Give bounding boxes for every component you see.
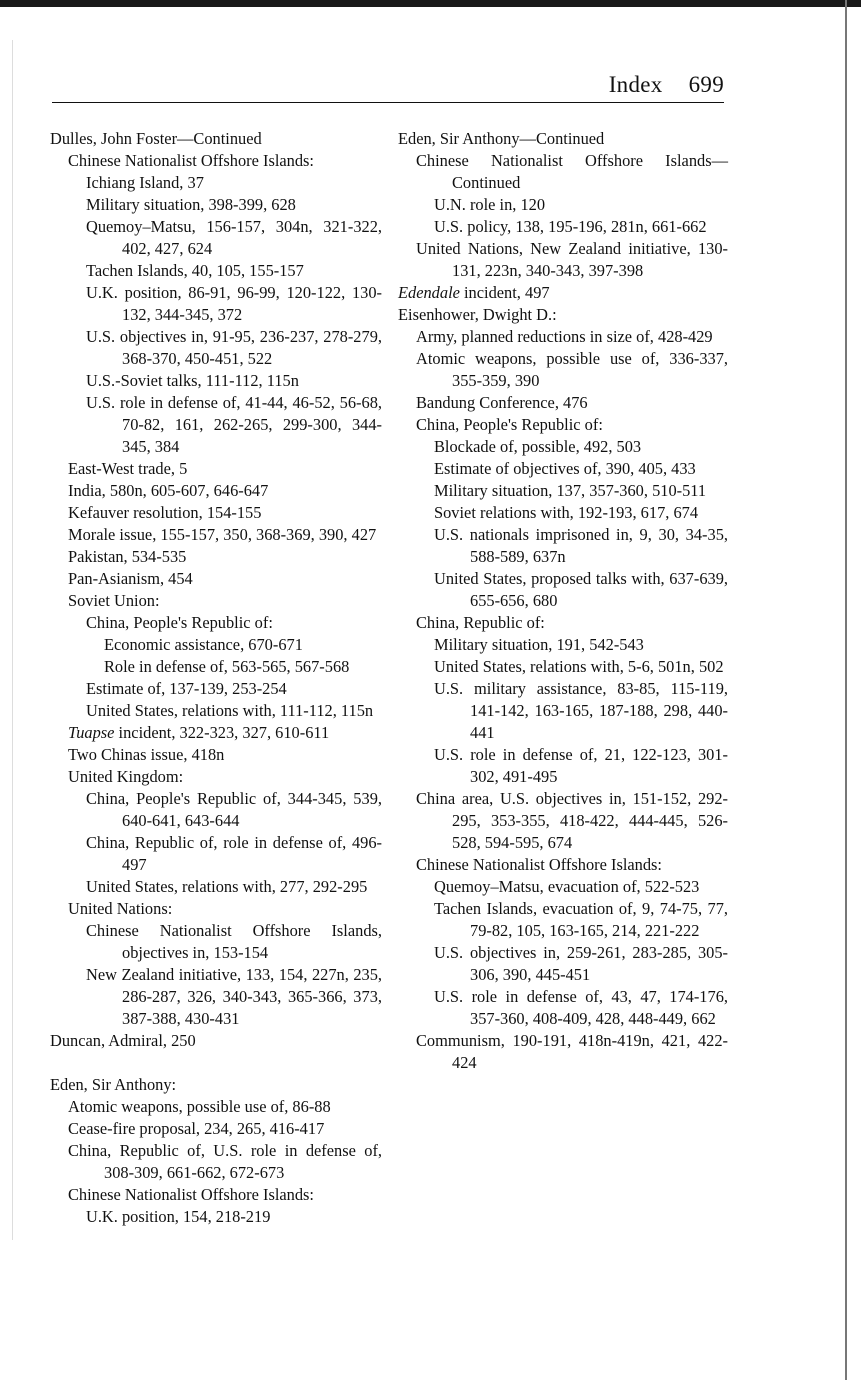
index-entry: Chinese Nationalist Offshore Islands, objectives in, 153-154 bbox=[86, 921, 382, 962]
index-entry: Role in defense of, 563-565, 567-568 bbox=[104, 657, 350, 676]
index-entry: Bandung Conference, 476 bbox=[416, 393, 588, 412]
index-entry: Chinese Nationalist Offshore Islands: bbox=[68, 151, 314, 170]
index-entry: U.S. nationals imprisoned in, 9, 30, 34-35, 588-589, 637n bbox=[434, 525, 728, 566]
index-entry: Military situation, 398-399, 628 bbox=[86, 195, 296, 214]
index-entry: Blockade of, possible, 492, 503 bbox=[434, 437, 642, 456]
index-entry: Edendale incident, 497 bbox=[398, 283, 550, 302]
index-entry: Cease-fire proposal, 234, 265, 416-417 bbox=[68, 1119, 325, 1138]
index-entry: India, 580n, 605-607, 646-647 bbox=[68, 481, 269, 500]
index-entry: Kefauver resolution, 154-155 bbox=[68, 503, 262, 522]
index-entry: China, People's Republic of: bbox=[86, 613, 273, 632]
index-entry: Quemoy–Matsu, 156-157, 304n, 321-322, 402, 427, 624 bbox=[86, 217, 382, 258]
entry-gap bbox=[50, 1052, 382, 1074]
running-header bbox=[52, 70, 724, 103]
index-entry: U.K. position, 154, 218-219 bbox=[86, 1207, 271, 1226]
index-entry: Quemoy–Matsu, evacuation of, 522-523 bbox=[434, 877, 700, 896]
scan-left-edge bbox=[12, 40, 13, 1240]
index-entry: United States, relations with, 5-6, 501n, 502 bbox=[434, 657, 724, 676]
index-entry: U.S. objectives in, 91-95, 236-237, 278-279, 368-370, 450-451, 522 bbox=[86, 327, 382, 368]
scan-top-border bbox=[0, 0, 861, 7]
index-entry: Economic assistance, 670-671 bbox=[104, 635, 303, 654]
index-entry: Tuapse incident, 322-323, 327, 610-611 bbox=[68, 723, 330, 742]
index-entry: Soviet relations with, 192-193, 617, 674 bbox=[434, 503, 699, 522]
index-column-left bbox=[50, 128, 382, 1228]
index-entry: United States, proposed talks with, 637-639, 655-656, 680 bbox=[434, 569, 728, 610]
page-number: 699 bbox=[688, 72, 724, 97]
index-entry: Eden, Sir Anthony: bbox=[50, 1075, 177, 1094]
index-entry: United Kingdom: bbox=[68, 767, 184, 786]
index-entry: Eisenhower, Dwight D.: bbox=[398, 305, 557, 324]
index-entry: Chinese Nationalist Offshore Islands—Continued bbox=[416, 151, 728, 192]
index-entry: Pakistan, 534-535 bbox=[68, 547, 187, 566]
index-entry: Ichiang Island, 37 bbox=[86, 173, 204, 192]
header-title: Index bbox=[608, 72, 663, 97]
index-entry: Duncan, Admiral, 250 bbox=[50, 1031, 196, 1050]
index-entry: Estimate of, 137-139, 253-254 bbox=[86, 679, 287, 698]
index-entry: Chinese Nationalist Offshore Islands: bbox=[68, 1185, 314, 1204]
index-entry: Tachen Islands, 40, 105, 155-157 bbox=[86, 261, 304, 280]
index-entry: Estimate of objectives of, 390, 405, 433 bbox=[434, 459, 696, 478]
scan-right-edge bbox=[845, 0, 847, 1380]
index-entry: China, People's Republic of, 344-345, 539, 640-641, 643-644 bbox=[86, 789, 382, 830]
index-entry: Pan-Asianism, 454 bbox=[68, 569, 193, 588]
index-entry: Dulles, John Foster—Continued bbox=[50, 129, 262, 148]
index-entry: U.S. role in defense of, 21, 122-123, 301-302, 491-495 bbox=[434, 745, 728, 786]
index-entry: China, Republic of: bbox=[416, 613, 545, 632]
index-entry: United States, relations with, 277, 292-295 bbox=[86, 877, 368, 896]
index-entry: Chinese Nationalist Offshore Islands: bbox=[416, 855, 662, 874]
index-entry: Army, planned reductions in size of, 428-429 bbox=[416, 327, 713, 346]
index-entry: U.K. position, 86-91, 96-99, 120-122, 130-132, 344-345, 372 bbox=[86, 283, 382, 324]
index-entry: United States, relations with, 111-112, 115n bbox=[86, 701, 374, 720]
header-text bbox=[609, 72, 724, 98]
index-entry: Soviet Union: bbox=[68, 591, 160, 610]
index-entry: Eden, Sir Anthony—Continued bbox=[398, 129, 605, 148]
index-entry: Military situation, 137, 357-360, 510-511 bbox=[434, 481, 707, 500]
index-entry: U.S.-Soviet talks, 111-112, 115n bbox=[86, 371, 299, 390]
index-column-right bbox=[398, 128, 728, 1074]
index-entry: China area, U.S. objectives in, 151-152, 292-295, 353-355, 418-422, 444-445, 526-528, 594-595, 674 bbox=[416, 789, 728, 852]
index-entry: United Nations: bbox=[68, 899, 173, 918]
index-entry: U.S. role in defense of, 41-44, 46-52, 56-68, 70-82, 161, 262-265, 299-300, 344-345, 384 bbox=[86, 393, 382, 456]
index-entry: U.S. role in defense of, 43, 47, 174-176, 357-360, 408-409, 428, 448-449, 662 bbox=[434, 987, 728, 1028]
index-entry: China, Republic of, U.S. role in defense of, 308-309, 661-662, 672-673 bbox=[68, 1141, 382, 1182]
index-entry: Two Chinas issue, 418n bbox=[68, 745, 225, 764]
index-entry: U.S. objectives in, 259-261, 283-285, 305-306, 390, 445-451 bbox=[434, 943, 728, 984]
index-entry: Tachen Islands, evacuation of, 9, 74-75, 77, 79-82, 105, 163-165, 214, 221-222 bbox=[434, 899, 728, 940]
index-entry: U.S. military assistance, 83-85, 115-119, 141-142, 163-165, 187-188, 298, 440-441 bbox=[434, 679, 728, 742]
index-entry: China, Republic of, role in defense of, 496-497 bbox=[86, 833, 382, 874]
index-entry: Atomic weapons, possible use of, 336-337, 355-359, 390 bbox=[416, 349, 728, 390]
index-entry: New Zealand initiative, 133, 154, 227n, 235, 286-287, 326, 340-343, 365-366, 373, 387-388, 430-431 bbox=[86, 965, 382, 1028]
index-entry: U.S. policy, 138, 195-196, 281n, 661-662 bbox=[434, 217, 707, 236]
index-entry: Communism, 190-191, 418n-419n, 421, 422-424 bbox=[416, 1031, 728, 1072]
index-entry: Morale issue, 155-157, 350, 368-369, 390, 427 bbox=[68, 525, 377, 544]
index-entry: China, People's Republic of: bbox=[416, 415, 603, 434]
index-entry: U.N. role in, 120 bbox=[434, 195, 546, 214]
index-entry: Military situation, 191, 542-543 bbox=[434, 635, 644, 654]
index-entry: East-West trade, 5 bbox=[68, 459, 188, 478]
index-entry: Atomic weapons, possible use of, 86-88 bbox=[68, 1097, 331, 1116]
index-entry: United Nations, New Zealand initiative, 130-131, 223n, 340-343, 397-398 bbox=[416, 239, 728, 280]
